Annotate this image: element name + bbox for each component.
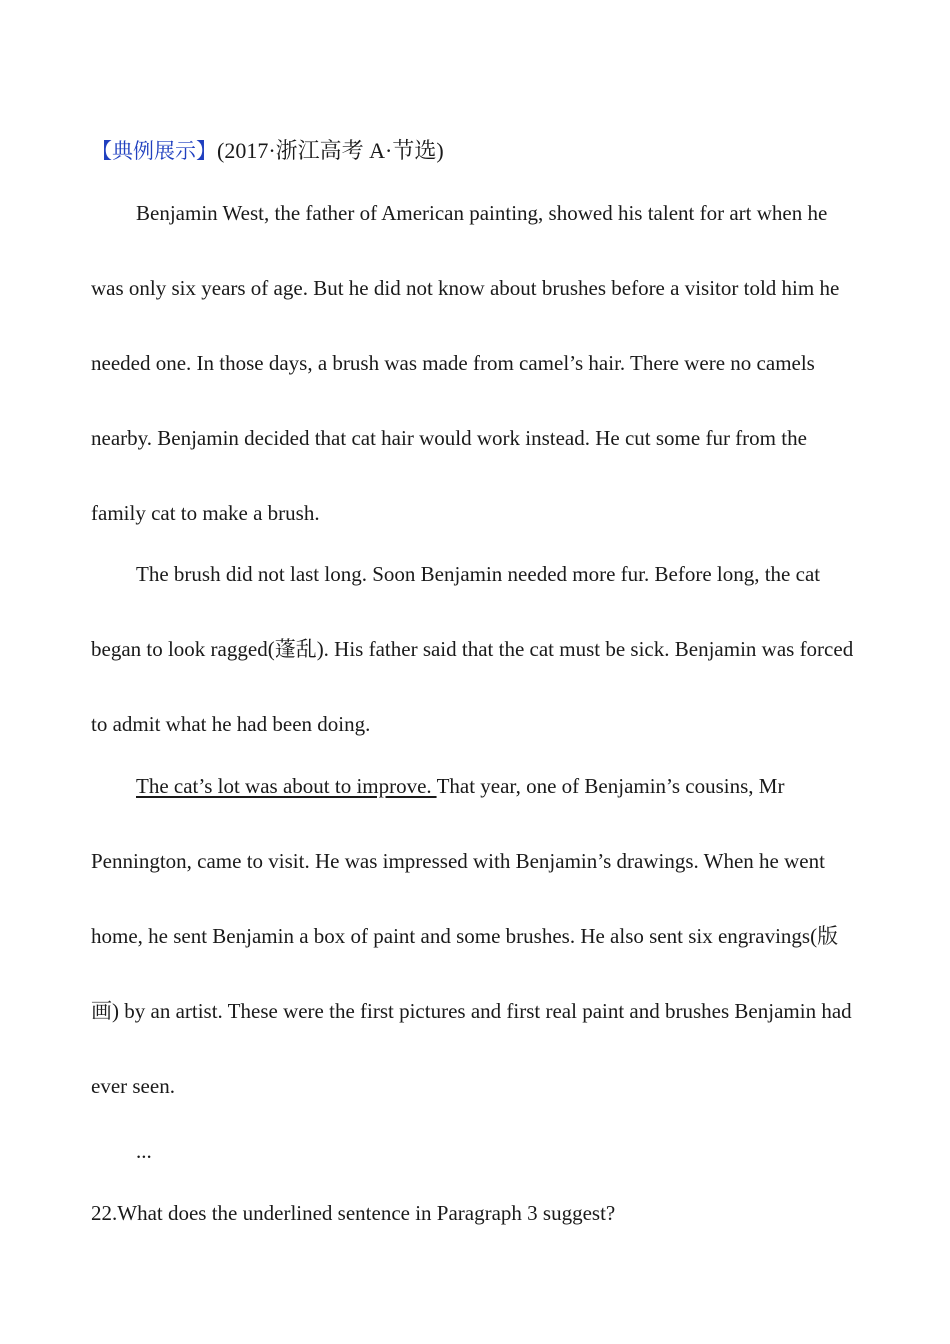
example-source: (2017·浙江高考 A·节选): [217, 138, 444, 163]
question-22: 22.What does the underlined sentence in Paragraph 3 suggest?: [91, 1201, 616, 1225]
underlined-sentence: The cat’s lot was about to improve.: [136, 774, 437, 798]
example-heading: [91, 136, 444, 166]
passage-ellipsis: ...: [136, 1139, 152, 1163]
passage-paragraph-3: [91, 749, 861, 1124]
paragraph-3-rest: That year, one of Benjamin’s cousins, Mr Pennington, came to visit. He was impressed with Benjamin’s drawings. When he went home, he sent Benjamin a box of paint and some brushes. He also sent six engravings(版画) by an artist. These were the first pictures and first real paint and brushes Benjamin had ever seen.: [91, 774, 852, 1098]
passage-paragraph-1: Benjamin West, the father of American painting, showed his talent for art when he was only six years of age. But he did not know about brushes before a visitor told him he needed one. In those days, a brush was made from camel’s hair. There were no camels nearby. Benjamin decided that cat hair would work instead. He cut some fur from the family cat to make a brush.: [91, 201, 840, 525]
example-tag: 【典例展示】: [91, 139, 217, 163]
passage-paragraph-2: The brush did not last long. Soon Benjamin needed more fur. Before long, the cat began to look ragged(蓬乱). His father said that the cat must be sick. Benjamin was forced to admit what he had been doing.: [91, 562, 854, 736]
